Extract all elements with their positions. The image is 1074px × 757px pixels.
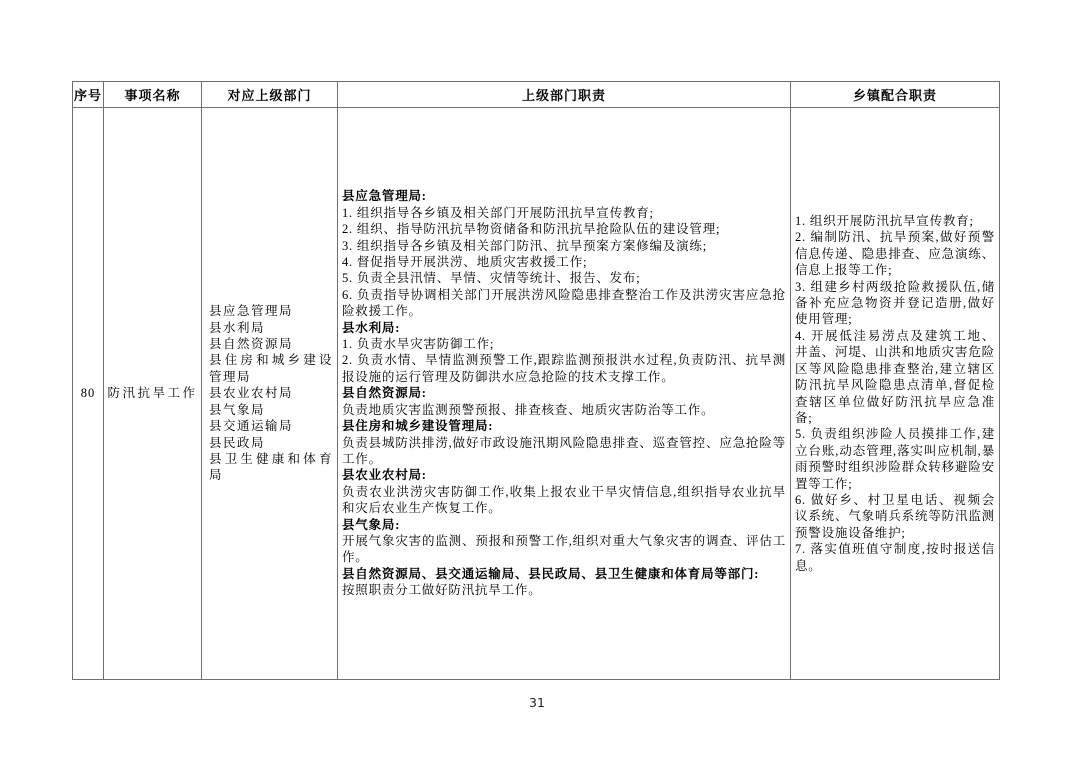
duty-section	[342, 517, 786, 566]
duty-section	[342, 467, 786, 516]
duty-line: 2. 组织、指导防汛抗旱物资储备和防汛抗旱抢险队伍的建设管理;	[342, 222, 721, 237]
department-name: 县气象局	[209, 402, 266, 417]
department-name: 县应急管理局	[209, 304, 294, 319]
duty-lines	[342, 402, 786, 418]
duty-lines	[342, 484, 786, 517]
duty-line: 4. 督促指导开展洪涝、地质灾害救援工作;	[342, 255, 588, 270]
duty-line: 1. 组织指导各乡镇及相关部门开展防汛抗旱宣传教育;	[342, 205, 654, 220]
page-number: 31	[529, 695, 545, 710]
duty-dept-title: 县自然资源局:	[342, 386, 427, 401]
duty-line: 1. 负责水旱灾害防御工作;	[342, 337, 495, 352]
township-duty-line: 4. 开展低洼易涝点及建筑工地、井盖、河堤、山洪和地质灾害危险区等风险隐患排查整治,建立辖区防汛抗旱风险隐患点清单,督促检查辖区单位做好防汛抗旱应急准备;	[795, 328, 995, 425]
table-body-row	[73, 108, 999, 679]
cell-seq	[73, 108, 104, 679]
township-duty-list	[795, 213, 995, 574]
cell-departments	[202, 108, 338, 679]
duty-lines	[342, 582, 786, 598]
duty-line: 开展气象灾害的监测、预报和预警工作,组织对重大气象灾害的调查、评估工作。	[342, 533, 786, 565]
department-name: 县交通运输局	[209, 419, 294, 434]
township-duty-line: 5. 负责组织涉险人员摸排工作,建立台账,动态管理,落实叫应机制,暴雨预警时组织涉险群众转移避险安置等工作;	[795, 427, 995, 491]
duty-lines	[342, 205, 786, 320]
header-superior-duties: 上级部门职责	[338, 82, 791, 107]
duty-dept-title: 县住房和城乡建设管理局:	[342, 419, 494, 434]
department-name: 县水利局	[209, 320, 266, 335]
township-duty-line: 6. 做好乡、村卫星电话、视频会议系统、气象哨兵系统等防汛监测预警设施设备维护;	[795, 492, 995, 540]
township-duty-line: 3. 组建乡村两级抢险救援队伍,储备补充应急物资并登记造册,做好使用管理;	[795, 279, 995, 327]
duty-line: 5. 负责全县汛情、旱情、灾情等统计、报告、发布;	[342, 271, 641, 286]
department-list	[209, 303, 333, 483]
department-name: 县自然资源局	[209, 337, 294, 352]
township-duty-line: 7. 落实值班值守制度,按时报送信息。	[795, 542, 995, 573]
duty-lines	[342, 435, 786, 468]
duty-dept-title: 县气象局:	[342, 517, 401, 532]
duty-dept-title: 县水利局:	[342, 320, 401, 335]
header-item-name: 事项名称	[104, 82, 202, 107]
duty-lines	[342, 336, 786, 385]
duty-line: 6. 负责指导协调相关部门开展洪涝风险隐患排查整治工作及洪涝灾害应急抢险救援工作。	[342, 287, 786, 319]
header-superior-departments: 对应上级部门	[202, 82, 338, 107]
duty-line: 负责农业洪涝灾害防御工作,收集上报农业干旱灾情信息,组织指导农业抗旱和灾后农业生产恢复工作。	[342, 484, 786, 516]
township-duty-line: 1. 组织开展防汛抗旱宣传教育;	[795, 214, 974, 229]
table-header-row	[73, 82, 999, 108]
duty-line: 负责县城防洪排涝,做好市政设施汛期风险隐患排查、巡查管控、应急抢险等工作。	[342, 435, 786, 466]
township-duty-line: 2. 编制防汛、抗旱预案,做好预警信息传递、隐患排查、应急演练、信息上报等工作;	[795, 230, 995, 278]
duty-line: 2. 负责水情、旱情监测预警工作,跟踪监测预报洪水过程,负责防汛、抗旱测报设施的运行管理及防御洪水应急抢险的技术支撑工作。	[342, 353, 786, 384]
cell-superior-duties	[338, 108, 791, 679]
duty-lines	[342, 533, 786, 566]
duty-section	[342, 385, 786, 418]
duty-line: 负责地质灾害监测预警预报、排查核查、地质灾害防治等工作。	[342, 402, 715, 417]
department-name: 县民政局	[209, 435, 266, 450]
cell-item-name	[104, 108, 202, 679]
duty-dept-title: 县自然资源局、县交通运输局、县民政局、县卫生健康和体育局等部门:	[342, 566, 760, 581]
responsibility-table	[72, 81, 1000, 680]
duty-line: 按照职责分工做好防汛抗旱工作。	[342, 583, 542, 598]
superior-duty-sections	[342, 188, 786, 598]
duty-section	[342, 418, 786, 467]
duty-line: 3. 组织指导各乡镇及相关部门防汛、抗旱预案方案修编及演练;	[342, 238, 707, 253]
duty-dept-title: 县应急管理局:	[342, 189, 427, 204]
header-seq: 序号	[73, 82, 104, 107]
seq-value: 80	[80, 386, 96, 401]
duty-section	[342, 320, 786, 386]
department-name: 县卫生健康和体育局	[209, 451, 333, 483]
duty-section	[342, 188, 786, 319]
item-name-value: 防汛抗旱工作	[107, 386, 198, 401]
department-name: 县农业农村局	[209, 386, 294, 401]
cell-township-duties	[791, 108, 999, 679]
duty-dept-title: 县农业农村局:	[342, 468, 427, 483]
duty-section	[342, 566, 786, 599]
header-township-duties: 乡镇配合职责	[852, 88, 937, 103]
department-name: 县住房和城乡建设管理局	[209, 353, 333, 384]
